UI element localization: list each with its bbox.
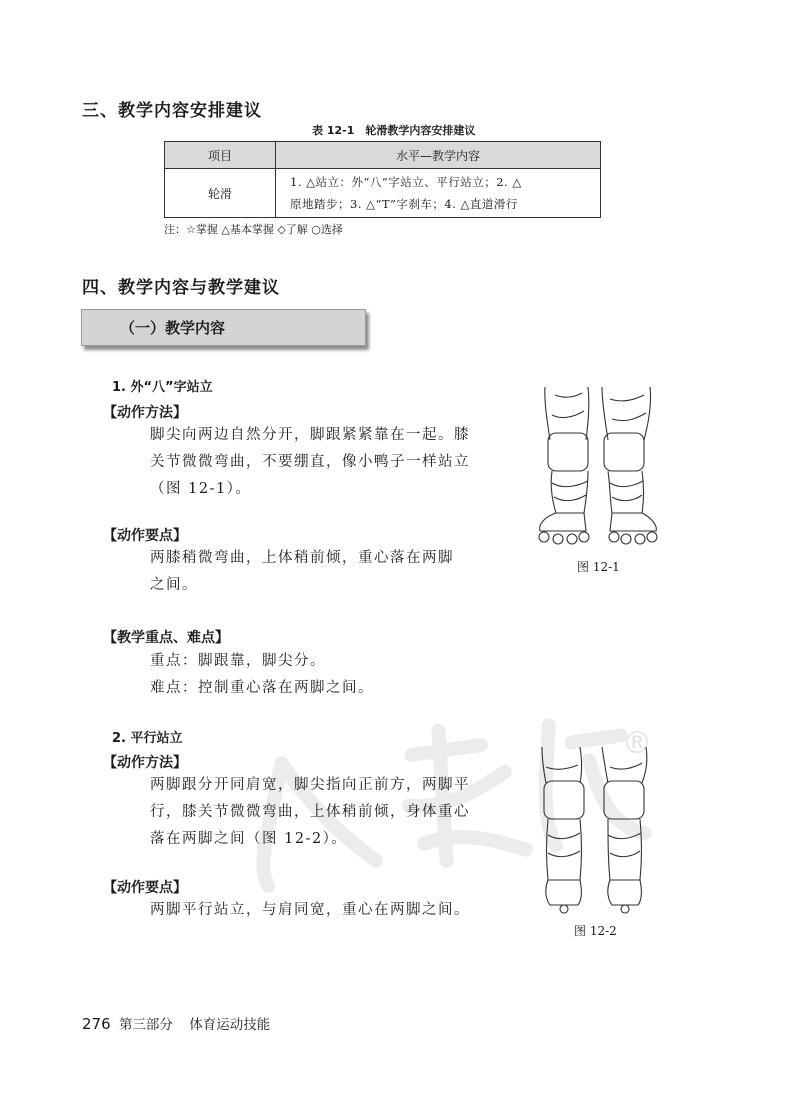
item-2-method-label: 【动作方法】 [103, 755, 187, 771]
text-line: 两脚跟分开同肩宽，脚尖指向正前方，两脚平 [150, 777, 470, 793]
footer-part: 第三部分 [118, 1017, 173, 1033]
figure-12-1-illustration [530, 385, 665, 555]
figure-12-2-illustration [532, 745, 662, 915]
item-1-method-label: 【动作方法】 [103, 405, 187, 421]
item-1-points-text [150, 545, 485, 599]
item-2-points-text [150, 897, 485, 924]
text-line: 关节微微弯曲，不要绷直，像小鸭子一样站立 [150, 454, 470, 470]
item-1-method-text [150, 422, 485, 503]
item-2-method-text [150, 772, 485, 853]
figure-12-1-caption: 图 12-1 [577, 560, 620, 574]
page-number: 276 [82, 1015, 111, 1033]
text-line: 两脚平行站立，与肩同宽，重心在两脚之间。 [150, 902, 470, 918]
section-3-heading: 三、教学内容安排建议 [82, 101, 262, 121]
item-2-points-label: 【动作要点】 [103, 880, 187, 896]
text-line: （图 12-1）。 [150, 481, 252, 497]
section-4-heading: 四、教学内容与教学建议 [82, 278, 280, 298]
text-line: 重点：脚跟靠，脚尖分。 [150, 653, 326, 669]
text-line: 两膝稍微弯曲，上体稍前倾，重心落在两脚 [150, 550, 454, 566]
table-caption: 表 12-1 轮滑教学内容安排建议 [312, 124, 476, 137]
item-2-title: 2. 平行站立 [112, 731, 183, 746]
footer-chapter: 体育运动技能 [189, 1017, 271, 1033]
table-cell-content-line: 1. △站立：外“八”字站立、平行站立；2. △ [290, 175, 522, 189]
table-header-item: 项目 [165, 142, 276, 169]
text-line: 落在两脚之间（图 12-2）。 [150, 831, 348, 847]
text-line: 难点：控制重心落在两脚之间。 [150, 680, 374, 696]
item-1-points-label: 【动作要点】 [103, 528, 187, 544]
content-table [164, 141, 601, 218]
table-note: 注：☆掌握 △基本掌握 ◇了解 ○选择 [164, 223, 343, 236]
text-line: 之间。 [150, 577, 198, 593]
text-line: 脚尖向两边自然分开，脚跟紧紧靠在一起。膝 [150, 427, 470, 443]
table-row [165, 169, 601, 218]
text-line: 行，膝关节微微弯曲，上体稍前倾，身体重心 [150, 804, 470, 820]
figure-12-2-caption: 图 12-2 [574, 924, 617, 938]
page-footer [82, 1013, 270, 1033]
subsection-box: （一）教学内容 [81, 309, 366, 346]
table-cell-content [276, 169, 601, 218]
watermark-registered-mark: ® [622, 726, 652, 761]
table-cell-content-line: 原地踏步；3. △“T”字刹车；4. △直道滑行 [290, 197, 518, 211]
item-1-title: 1. 外“八”字站立 [112, 380, 213, 395]
table-header-content: 水平—教学内容 [276, 142, 601, 169]
item-1-key-label: 【教学重点、难点】 [103, 630, 229, 646]
table-header-row [165, 142, 601, 169]
item-1-key-text [150, 648, 485, 702]
table-cell-item: 轮滑 [165, 169, 276, 218]
